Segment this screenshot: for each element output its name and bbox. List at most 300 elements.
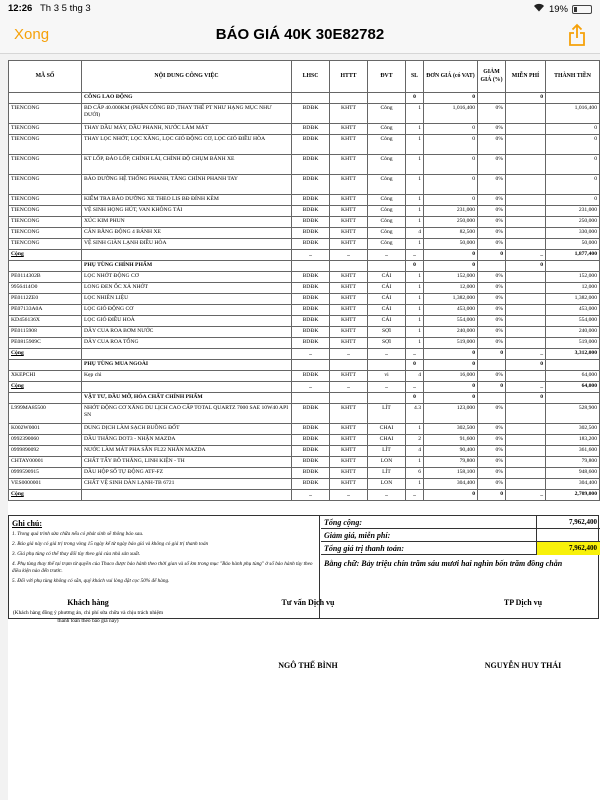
table-row xyxy=(9,155,600,175)
item-httt: KHTT xyxy=(330,239,368,250)
item-httt: KHTT xyxy=(330,206,368,217)
item-discount: 0% xyxy=(478,435,506,446)
section-qty: 0 xyxy=(406,261,424,272)
payment-label: Tổng giá trị thanh toán: xyxy=(324,544,405,553)
subtotal-discount: 0 xyxy=(478,349,506,360)
item-unit: Công xyxy=(368,175,406,195)
cell-empty xyxy=(292,261,330,272)
item-free xyxy=(506,435,546,446)
item-discount: 0% xyxy=(478,206,506,217)
item-free xyxy=(506,175,546,195)
status-right xyxy=(533,3,592,15)
item-unit-price: 50,000 xyxy=(424,239,478,250)
item-lhsc: BDĐK xyxy=(292,424,330,435)
item-unit: Công xyxy=(368,195,406,206)
item-unit: Công xyxy=(368,228,406,239)
item-unit-price: 0 xyxy=(424,124,478,135)
item-code: PE07133A0A xyxy=(9,305,82,316)
item-unit-price: 123,000 xyxy=(424,404,478,424)
section-price: 0 xyxy=(424,393,478,404)
item-discount: 0% xyxy=(478,446,506,457)
subtotal-discount: 0 xyxy=(478,250,506,261)
item-discount: 0% xyxy=(478,424,506,435)
item-amount: 183,200 xyxy=(546,435,600,446)
subtotal-unit: _ xyxy=(368,349,406,360)
item-unit-price: 152,000 xyxy=(424,272,478,283)
item-qty: 4 xyxy=(406,446,424,457)
table-row xyxy=(9,424,600,435)
cell-empty xyxy=(330,360,368,371)
item-amount: 0 xyxy=(546,175,600,195)
item-free xyxy=(506,305,546,316)
item-free xyxy=(506,104,546,124)
cell-empty xyxy=(478,360,506,371)
item-free xyxy=(506,195,546,206)
subtotal-label: Cộng xyxy=(9,490,82,501)
item-discount: 0% xyxy=(478,228,506,239)
item-qty: 1 xyxy=(406,305,424,316)
item-code: TIENCONG xyxy=(9,206,82,217)
item-unit: SỢI xyxy=(368,338,406,349)
item-code: TIENCONG xyxy=(9,228,82,239)
col-httt-header: HTTT xyxy=(330,61,368,93)
item-unit: LÍT xyxy=(368,468,406,479)
item-amount: 1,016,400 xyxy=(546,104,600,124)
item-httt: KHTT xyxy=(330,479,368,490)
item-amount: 0 xyxy=(546,195,600,206)
section-qty: 0 xyxy=(406,393,424,404)
item-httt: KHTT xyxy=(330,338,368,349)
subtotal-amount: 64,000 xyxy=(546,382,600,393)
item-lhsc: BDĐK xyxy=(292,104,330,124)
discount-label: Giảm giá, miễn phí: xyxy=(324,531,391,540)
item-qty: 4.3 xyxy=(406,404,424,424)
item-unit-price: 302,500 xyxy=(424,424,478,435)
item-httt: KHTT xyxy=(330,316,368,327)
item-unit: Công xyxy=(368,239,406,250)
cell-empty xyxy=(292,93,330,104)
item-unit: CÁI xyxy=(368,283,406,294)
payment-value: 7,962,400 xyxy=(536,542,600,555)
item-httt: KHTT xyxy=(330,446,368,457)
item-lhsc: BDĐK xyxy=(292,124,330,135)
subtotal-free: _ xyxy=(506,382,546,393)
subtotal-unit: _ xyxy=(368,490,406,501)
item-free xyxy=(506,155,546,175)
item-code: PE0815909C xyxy=(9,338,82,349)
item-unit-price: 453,000 xyxy=(424,305,478,316)
item-httt: KHTT xyxy=(330,217,368,228)
item-qty: 4 xyxy=(406,228,424,239)
item-httt: KHTT xyxy=(330,424,368,435)
item-unit-price: 240,000 xyxy=(424,327,478,338)
section-qty: 0 xyxy=(406,360,424,371)
subtotal-unit: _ xyxy=(368,250,406,261)
subtotal-httt: _ xyxy=(330,382,368,393)
item-code: PE0114302B xyxy=(9,272,82,283)
item-qty: 1 xyxy=(406,283,424,294)
item-qty: 1 xyxy=(406,175,424,195)
item-free xyxy=(506,124,546,135)
cell-empty xyxy=(292,360,330,371)
section-free: 0 xyxy=(506,261,546,272)
item-qty: 1 xyxy=(406,217,424,228)
subtotal-price: 0 xyxy=(424,490,478,501)
total-label: Tổng cộng: xyxy=(324,518,362,527)
table-row xyxy=(9,195,600,206)
table-header xyxy=(9,61,600,93)
table-row xyxy=(9,294,600,305)
cell-empty xyxy=(368,393,406,404)
status-bar xyxy=(0,0,600,18)
item-amount: 554,000 xyxy=(546,316,600,327)
col-unit-price-header: ĐƠN GIÁ (có VAT) xyxy=(424,61,478,93)
item-amount: 231,000 xyxy=(546,206,600,217)
item-discount: 0% xyxy=(478,404,506,424)
item-qty: 1 xyxy=(406,327,424,338)
item-description: DÂY CUA ROA TỔNG xyxy=(82,338,292,349)
table-row xyxy=(9,206,600,217)
wifi-icon xyxy=(533,3,545,15)
item-code: TIENCONG xyxy=(9,155,82,175)
section-title: CÔNG LAO ĐỘNG xyxy=(82,93,292,104)
item-free xyxy=(506,479,546,490)
subtotal-discount: 0 xyxy=(478,490,506,501)
item-unit-price: 1,382,000 xyxy=(424,294,478,305)
note-line: 3. Giá phụ tùng có thể thay đổi tùy theo giá của nhà sản xuất. xyxy=(12,551,141,558)
item-unit: CÁI xyxy=(368,294,406,305)
item-lhsc: BDĐK xyxy=(292,206,330,217)
cell-empty xyxy=(478,93,506,104)
item-description: THAY LỌC NHỚT, LỌC XĂNG, LỌC GIÓ ĐỘNG CƠ, LỌC GIÓ ĐIỀU HÒA xyxy=(82,135,292,155)
section-price: 0 xyxy=(424,93,478,104)
item-unit: CÁI xyxy=(368,272,406,283)
subtotal-lhsc: _ xyxy=(292,490,330,501)
customer-heading: Khách hàng xyxy=(67,598,109,607)
notes-title: Ghi chú: xyxy=(12,519,43,528)
status-date: Th 3 5 thg 3 xyxy=(40,3,91,14)
item-discount: 0% xyxy=(478,155,506,175)
col-code-header: MÃ SỐ xyxy=(9,61,82,93)
item-description: CHẤT TẨY BÔ THẮNG, LINH KIỆN - TH xyxy=(82,457,292,468)
item-free xyxy=(506,327,546,338)
item-lhsc: BDĐK xyxy=(292,228,330,239)
item-unit-price: 1,016,400 xyxy=(424,104,478,124)
col-discount-header: GIẢM GIÁ (%) xyxy=(478,61,506,93)
item-description: LỌC NHỚT ĐỘNG CƠ xyxy=(82,272,292,283)
item-lhsc: BDĐK xyxy=(292,327,330,338)
item-free xyxy=(506,457,546,468)
item-qty: 6 xyxy=(406,468,424,479)
item-description: LỌC NHIÊN LIỆU xyxy=(82,294,292,305)
subtotal-row xyxy=(9,250,600,261)
item-qty: 1 xyxy=(406,424,424,435)
subtotal-row xyxy=(9,382,600,393)
item-lhsc: BDĐK xyxy=(292,135,330,155)
item-amount: 152,000 xyxy=(546,272,600,283)
table-row xyxy=(9,283,600,294)
item-discount: 0% xyxy=(478,371,506,382)
item-free xyxy=(506,272,546,283)
item-description: VỆ SINH HỌNG HÚT, VAN KHÔNG TẢI xyxy=(82,206,292,217)
item-unit: Công xyxy=(368,206,406,217)
cell-empty xyxy=(546,393,600,404)
col-unit-header: ĐVT xyxy=(368,61,406,93)
item-free xyxy=(506,404,546,424)
item-description: LONG ĐEN ỐC XẢ NHỚT xyxy=(82,283,292,294)
cell-empty xyxy=(546,261,600,272)
subtotal-row xyxy=(9,349,600,360)
item-discount: 0% xyxy=(478,124,506,135)
document-title: BÁO GIÁ 40K 30E82782 xyxy=(215,26,385,43)
subtotal-httt: _ xyxy=(330,490,368,501)
item-code: TIENCONG xyxy=(9,195,82,206)
item-discount: 0% xyxy=(478,272,506,283)
item-code: 0999890092 xyxy=(9,446,82,457)
item-unit-price: 90,400 xyxy=(424,446,478,457)
cell-empty xyxy=(546,93,600,104)
item-qty: 1 xyxy=(406,104,424,124)
col-amount-header: THÀNH TIỀN xyxy=(546,61,600,93)
note-line: 4. Phụ tùng thay thế tại trạm từ quyền của Thaco được bảo hành theo thời gian và số km trong mục "Bảo hành phụ tùng" ở số bảo hành tùy theo điều kiện nào đến trước. xyxy=(12,561,313,575)
item-httt: KHTT xyxy=(330,175,368,195)
item-amount: 0 xyxy=(546,124,600,135)
payment-row xyxy=(321,542,600,555)
item-code: 0999590915 xyxy=(9,468,82,479)
item-lhsc: BDĐK xyxy=(292,175,330,195)
item-unit-price: 91,600 xyxy=(424,435,478,446)
item-description: DÂY CUA ROA BƠM NƯỚC xyxy=(82,327,292,338)
item-lhsc: BDĐK xyxy=(292,404,330,424)
item-lhsc: BDĐK xyxy=(292,239,330,250)
item-description: Kẹp chì xyxy=(82,371,292,382)
item-httt: KHTT xyxy=(330,195,368,206)
item-code: PE0112ZE0 xyxy=(9,294,82,305)
item-free xyxy=(506,283,546,294)
table-row xyxy=(9,175,600,195)
item-description: BD CẤP 40.000KM (PHẦN CÔNG BD ,THAY THẾ PT NHƯ HẠNG MỤC NHƯ DƯỚI) xyxy=(82,104,292,124)
subtotal-lhsc: _ xyxy=(292,382,330,393)
item-amount: 0 xyxy=(546,155,600,175)
col-qty-header: SL xyxy=(406,61,424,93)
subtotal-amount: 1,877,400 xyxy=(546,250,600,261)
cell-empty xyxy=(368,360,406,371)
item-free xyxy=(506,316,546,327)
table-row xyxy=(9,479,600,490)
item-description: KIỂM TRA BẢO DƯỠNG XE THEO LIS BĐ ĐÍNH KÈM xyxy=(82,195,292,206)
item-unit-price: 16,000 xyxy=(424,371,478,382)
total-row xyxy=(321,516,600,529)
item-discount: 0% xyxy=(478,217,506,228)
subtotal-price: 0 xyxy=(424,250,478,261)
item-discount: 0% xyxy=(478,479,506,490)
item-unit: LON xyxy=(368,479,406,490)
table-row xyxy=(9,104,600,124)
item-amount: 453,000 xyxy=(546,305,600,316)
quote-table xyxy=(8,60,600,501)
table-row xyxy=(9,446,600,457)
item-free xyxy=(506,206,546,217)
item-unit: Công xyxy=(368,155,406,175)
subtotal-free: _ xyxy=(506,250,546,261)
section-title: VẬT TƯ, DẦU MỠ, HÓA CHẤT CHÍNH PHẨM xyxy=(82,393,292,404)
item-lhsc: BDĐK xyxy=(292,272,330,283)
table-row xyxy=(9,124,600,135)
item-qty: 1 xyxy=(406,272,424,283)
cell-empty xyxy=(9,393,82,404)
item-qty: 1 xyxy=(406,479,424,490)
item-description: LỌC GIÓ ĐIỀU HOÀ xyxy=(82,316,292,327)
item-amount: 302,500 xyxy=(546,424,600,435)
item-discount: 0% xyxy=(478,305,506,316)
item-code: VES0000001 xyxy=(9,479,82,490)
item-description: LỌC GIÓ ĐỘNG CƠ xyxy=(82,305,292,316)
item-description: CÂN BẰNG ĐỘNG 4 BÁNH XE xyxy=(82,228,292,239)
table-row xyxy=(9,305,600,316)
battery-percent: 19% xyxy=(548,3,568,15)
item-unit-price: 304,400 xyxy=(424,479,478,490)
table-row xyxy=(9,457,600,468)
item-unit-price: 519,000 xyxy=(424,338,478,349)
item-qty: 4 xyxy=(406,371,424,382)
item-discount: 0% xyxy=(478,135,506,155)
item-description: THAY DẦU MÁY, DẦU PHANH, NƯỚC LÀM MÁT xyxy=(82,124,292,135)
subtotal-discount: 0 xyxy=(478,382,506,393)
item-code: TIENCONG xyxy=(9,175,82,195)
item-unit-price: 0 xyxy=(424,195,478,206)
item-amount: 12,000 xyxy=(546,283,600,294)
item-httt: KHTT xyxy=(330,305,368,316)
manager-heading: TP Dịch vụ xyxy=(503,598,543,607)
item-code: KD456136X xyxy=(9,316,82,327)
cell-empty xyxy=(368,93,406,104)
item-unit-price: 0 xyxy=(424,175,478,195)
section-free: 0 xyxy=(506,393,546,404)
item-discount: 0% xyxy=(478,283,506,294)
item-unit: SỢI xyxy=(368,327,406,338)
item-code: TIENCONG xyxy=(9,239,82,250)
item-httt: KHTT xyxy=(330,104,368,124)
item-amount: 79,800 xyxy=(546,457,600,468)
subtotal-lhsc: _ xyxy=(292,349,330,360)
item-free xyxy=(506,446,546,457)
table-row xyxy=(9,338,600,349)
item-lhsc: BDĐK xyxy=(292,468,330,479)
share-icon[interactable] xyxy=(568,23,586,52)
subtotal-amount: 3,312,000 xyxy=(546,349,600,360)
item-lhsc: BDĐK xyxy=(292,457,330,468)
item-unit-price: 12,000 xyxy=(424,283,478,294)
item-unit-price: 79,800 xyxy=(424,457,478,468)
item-free xyxy=(506,338,546,349)
note-line: 5. Đối với phụ tùng không có sẵn, quý khách vui lòng đặt cọc 50% để hàng. xyxy=(12,578,170,585)
subtotal-qty: _ xyxy=(406,490,424,501)
item-free xyxy=(506,228,546,239)
subtotal-amount: 2,709,000 xyxy=(546,490,600,501)
subtotal-qty: _ xyxy=(406,382,424,393)
item-httt: KHTT xyxy=(330,124,368,135)
item-code: TIENCONG xyxy=(9,135,82,155)
item-unit-price: 82,500 xyxy=(424,228,478,239)
status-time: 12:26 xyxy=(8,3,33,14)
item-amount: 948,600 xyxy=(546,468,600,479)
item-discount: 0% xyxy=(478,195,506,206)
cell-empty xyxy=(82,250,292,261)
item-qty: 1 xyxy=(406,294,424,305)
item-free xyxy=(506,294,546,305)
item-amount: 64,000 xyxy=(546,371,600,382)
item-unit: Công xyxy=(368,124,406,135)
item-qty: 1 xyxy=(406,195,424,206)
item-free xyxy=(506,217,546,228)
item-description: VỆ SINH GIÀN LẠNH ĐIỀU HÒA xyxy=(82,239,292,250)
item-unit-price: 250,000 xyxy=(424,217,478,228)
cell-empty xyxy=(82,382,292,393)
note-line: 2. Báo giá này có giá trị trong vòng 15 ngày kể từ ngày báo giá và không có giá trị thanh toán xyxy=(12,541,209,548)
item-free xyxy=(506,371,546,382)
col-free-header: MIỄN PHÍ xyxy=(506,61,546,93)
cell-empty xyxy=(9,360,82,371)
subtotal-qty: _ xyxy=(406,250,424,261)
section-free: 0 xyxy=(506,93,546,104)
item-lhsc: BDĐK xyxy=(292,305,330,316)
item-amount: 0 xyxy=(546,135,600,155)
item-code: 9956414O0 xyxy=(9,283,82,294)
item-description: DẦU HỘP SỐ TỰ ĐỘNG ATF-FZ xyxy=(82,468,292,479)
quote-document xyxy=(8,60,600,800)
item-httt: KHTT xyxy=(330,294,368,305)
done-button[interactable]: Xong xyxy=(14,26,50,43)
discount-row xyxy=(321,529,600,542)
item-qty: 1 xyxy=(406,316,424,327)
item-qty: 1 xyxy=(406,457,424,468)
section-header-row xyxy=(9,93,600,104)
item-discount: 0% xyxy=(478,327,506,338)
item-description: BẢO DƯỠNG HỆ THỐNG PHANH, TĂNG CHỈNH PHANH TAY xyxy=(82,175,292,195)
item-discount: 0% xyxy=(478,316,506,327)
total-value: 7,962,400 xyxy=(536,516,600,529)
item-httt: KHTT xyxy=(330,272,368,283)
item-description: XÚC KIM PHUN xyxy=(82,217,292,228)
advisor-heading: Tư vấn Dịch vụ xyxy=(281,598,335,607)
advisor-name: NGÔ THẾ BÌNH xyxy=(278,661,338,670)
item-discount: 0% xyxy=(478,175,506,195)
subtotal-httt: _ xyxy=(330,349,368,360)
item-discount: 0% xyxy=(478,239,506,250)
item-amount: 528,900 xyxy=(546,404,600,424)
item-unit: Công xyxy=(368,217,406,228)
item-lhsc: BDĐK xyxy=(292,446,330,457)
col-lhsc-header: LHSC xyxy=(292,61,330,93)
item-description: DẦU THẮNG DOT3 - NHẬN MAZDA xyxy=(82,435,292,446)
table-row xyxy=(9,468,600,479)
item-unit-price: 0 xyxy=(424,155,478,175)
cell-empty xyxy=(330,393,368,404)
cell-empty xyxy=(292,393,330,404)
item-lhsc: BDĐK xyxy=(292,217,330,228)
cell-empty xyxy=(82,349,292,360)
cell-empty xyxy=(368,261,406,272)
amount-in-words: Bằng chữ: Bảy triệu chín trăm sáu mươi hai nghìn bốn trăm đồng chẵn xyxy=(324,559,563,568)
section-header-row xyxy=(9,261,600,272)
item-code: L999MA85500 xyxy=(9,404,82,424)
item-code: CHTAY00001 xyxy=(9,457,82,468)
item-discount: 0% xyxy=(478,104,506,124)
item-httt: KHTT xyxy=(330,457,368,468)
item-lhsc: BDĐK xyxy=(292,283,330,294)
section-free: 0 xyxy=(506,360,546,371)
item-unit: vi xyxy=(368,371,406,382)
